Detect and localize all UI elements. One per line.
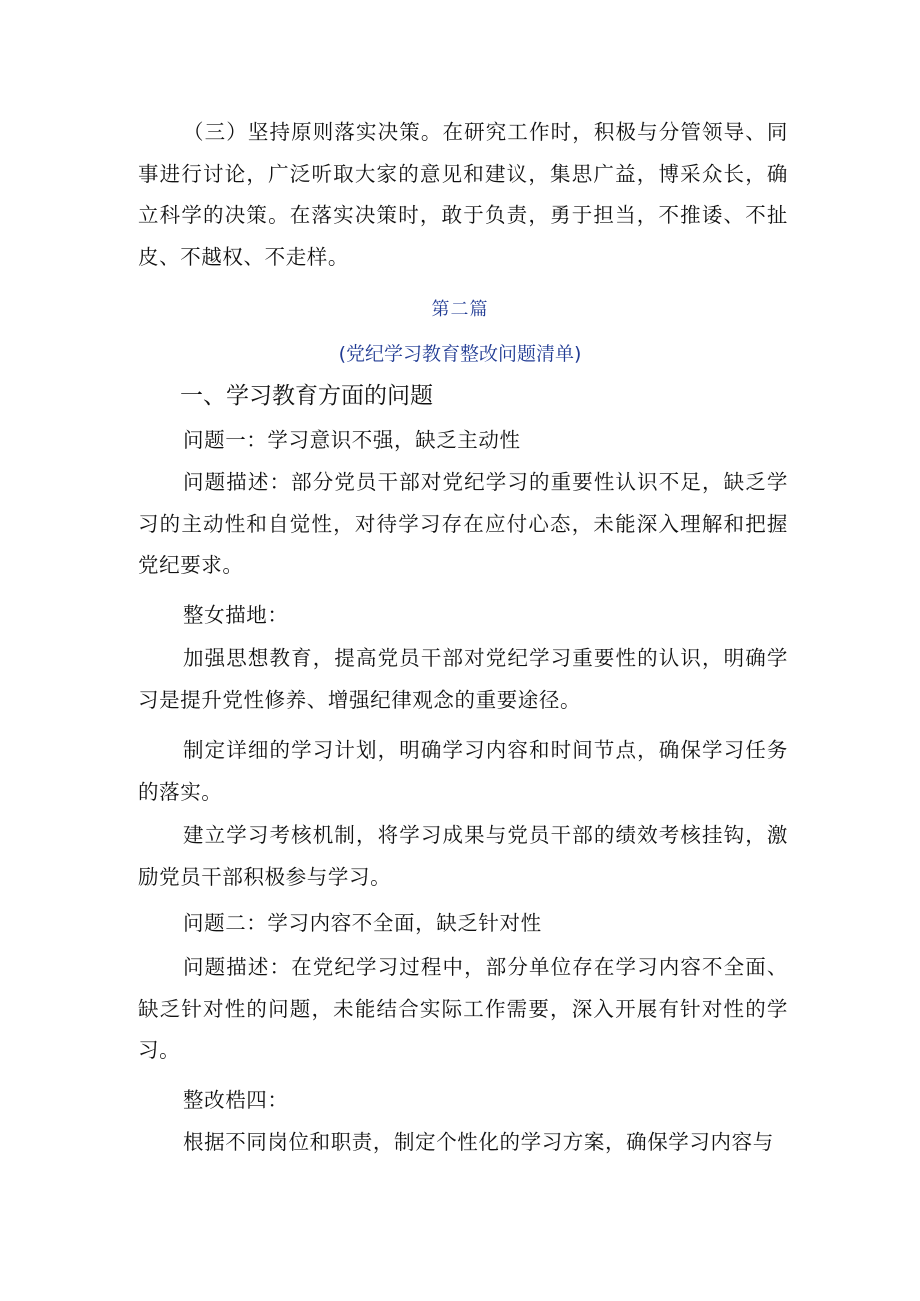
part-title: 第二篇 xyxy=(431,299,489,320)
measures-2-label: 整改梏四： xyxy=(183,1088,289,1112)
measure-1a: 加强思想教育，提高党员干部对党纪学习重要性的认识，明确学习是提升党性修养、增强纪律观念的重要途径。 xyxy=(138,646,788,712)
problem-1-description: 问题描述：部分党员干部对党纪学习的重要性认识不足，缺乏学习的主动性和自觉性，对待学习存在应付心态，未能深入理解和把握党纪要求。 xyxy=(138,470,788,577)
problem-2-title: 问题二：学习内容不全面，缺乏针对性 xyxy=(183,911,542,935)
problem-2-description: 问题描述：在党纪学习过程中，部分单位存在学习内容不全面、缺乏针对性的问题，未能结合实际工作需要，深入开展有针对性的学习。 xyxy=(138,955,788,1062)
measure-1c: 建立学习考核机制，将学习成果与党员干部的绩效考核挂钩，激励党员干部积极参与学习。 xyxy=(138,823,788,889)
measure-1b: 制定详细的学习计划，明确学习内容和时间节点，确保学习任务的落实。 xyxy=(138,738,788,804)
list-title: (党纪学习教育整改问题清单) xyxy=(338,343,582,365)
paragraph-decision-principles: （三）坚持原则落实决策。在研究工作时，积极与分管领导、同事进行讨论，广泛听取大家的意见和建议，集思广益，博采众长，确立科学的决策。在落实决策时，敢于负责，勇于担当，不推诿、不扯皮、不越权、不走样。 xyxy=(138,120,788,269)
problem-1-title: 问题一：学习意识不强，缺乏主动性 xyxy=(183,428,521,452)
section-title: 一、学习教育方面的问题 xyxy=(180,383,433,409)
measure-2a: 根据不同岗位和职责，制定个性化的学习方案，确保学习内容与 xyxy=(183,1130,774,1154)
measures-1-label: 整女描地： xyxy=(183,603,289,627)
